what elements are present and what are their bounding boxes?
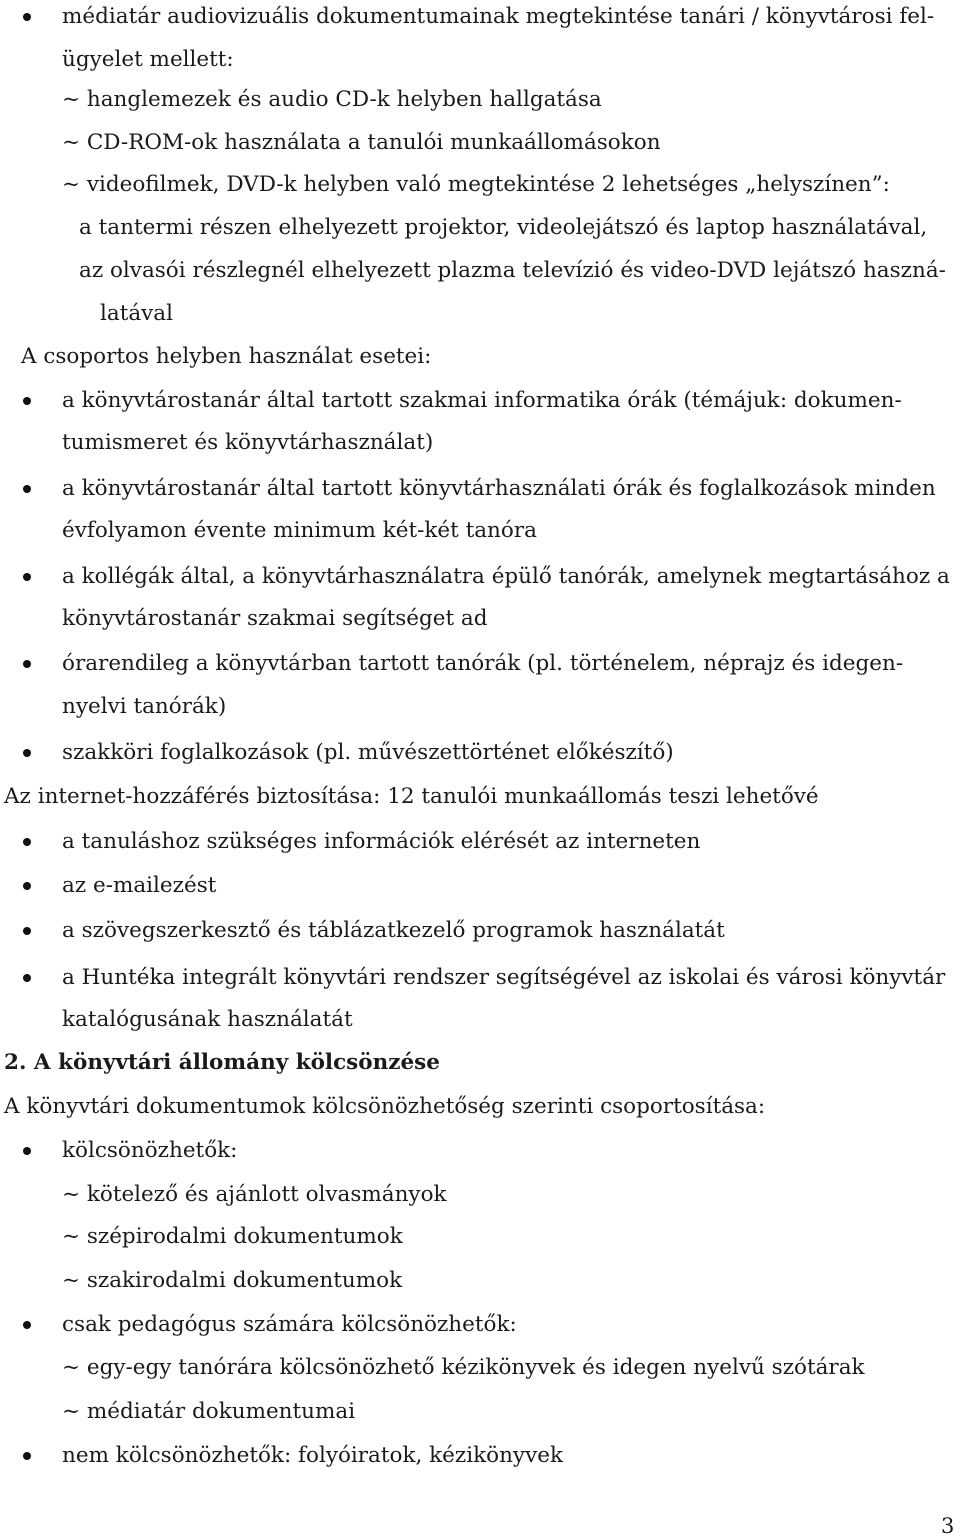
line-text: ~ videofilmek, DVD-k helyben való megtekintése 2 lehetséges „helyszínen”: [62,172,890,197]
line-text: szakköri foglalkozások (pl. művészettörténet előkészítő) [62,740,674,765]
line-text: nyelvi tanórák) [62,694,227,719]
bullet-icon [23,485,31,493]
bullet-icon [23,397,31,405]
line-text: a kollégák által, a könyvtárhasználatra épülő tanórák, amelynek megtartásához a [62,564,950,589]
line-text: csak pedagógus számára kölcsönözhetők: [62,1312,517,1337]
bullet-icon [23,838,31,846]
line-text: médiatár audiovizuális dokumentumainak megtekintése tanári / könyvtárosi fel- [62,4,935,29]
line-text: a Huntéka integrált könyvtári rendszer segítségével az iskolai és városi könyvtár [62,965,946,990]
line-text: latával [100,301,173,326]
line-text: ~ médiatár dokumentumai [62,1399,356,1424]
line-text: az olvasói részlegnél elhelyezett plazma televízió és video-DVD lejátszó haszná- [79,258,946,283]
line-text: kölcsönözhetők: [62,1138,238,1163]
bullet-icon [23,974,31,982]
line-text: ~ hanglemezek és audio CD-k helyben hallgatása [62,87,602,112]
bullet-icon [23,1452,31,1460]
line-text: Az internet-hozzáférés biztosítása: 12 tanulói munkaállomás teszi lehetővé [4,784,819,809]
line-text: A könyvtári dokumentumok kölcsönözhetőség szerinti csoportosítása: [4,1094,766,1119]
line-text: tumismeret és könyvtárhasználat) [62,430,434,455]
line-text: a könyvtárostanár által tartott könyvtárhasználati órák és foglalkozások minden [62,476,936,501]
bullet-icon [23,749,31,757]
bullet-icon [23,13,31,21]
bullet-icon [23,573,31,581]
line-text: ügyelet mellett: [62,47,234,72]
line-text: a tanuláshoz szükséges információk elérését az interneten [62,829,701,854]
line-text: a szövegszerkesztő és táblázatkezelő programok használatát [62,918,725,943]
line-text: ~ egy-egy tanórára kölcsönözhető kézikönyvek és idegen nyelvű szótárak [62,1355,865,1380]
line-text: ~ CD-ROM-ok használata a tanulói munkaállomásokon [62,130,661,155]
line-text: ~ szépirodalmi dokumentumok [62,1224,403,1249]
line-text: nem kölcsönözhetők: folyóiratok, kézikönyvek [62,1443,563,1468]
line-text: könyvtárostanár szakmai segítséget ad [62,606,488,631]
bullet-icon [23,1321,31,1329]
line-text: órarendileg a könyvtárban tartott tanórák (pl. történelem, néprajz és idegen- [62,651,904,676]
line-text: katalógusának használatát [62,1007,353,1032]
bullet-icon [23,882,31,890]
line-text: ~ szakirodalmi dokumentumok [62,1268,403,1293]
line-text: a tantermi részen elhelyezett projektor, videolejátszó és laptop használatával, [79,215,928,240]
bullet-icon [23,1147,31,1155]
bullet-icon [23,927,31,935]
line-text: az e-mailezést [62,873,217,898]
heading-text: 2. A könyvtári állomány kölcsönzése [4,1050,440,1075]
line-text: A csoportos helyben használat esetei: [21,344,432,369]
line-text: évfolyamon évente minimum két-két tanóra [62,518,537,543]
line-text: ~ kötelező és ajánlott olvasmányok [62,1182,447,1207]
page-number: 3 [941,1514,955,1538]
line-text: a könyvtárostanár által tartott szakmai informatika órák (témájuk: dokumen- [62,388,902,413]
bullet-icon [23,660,31,668]
